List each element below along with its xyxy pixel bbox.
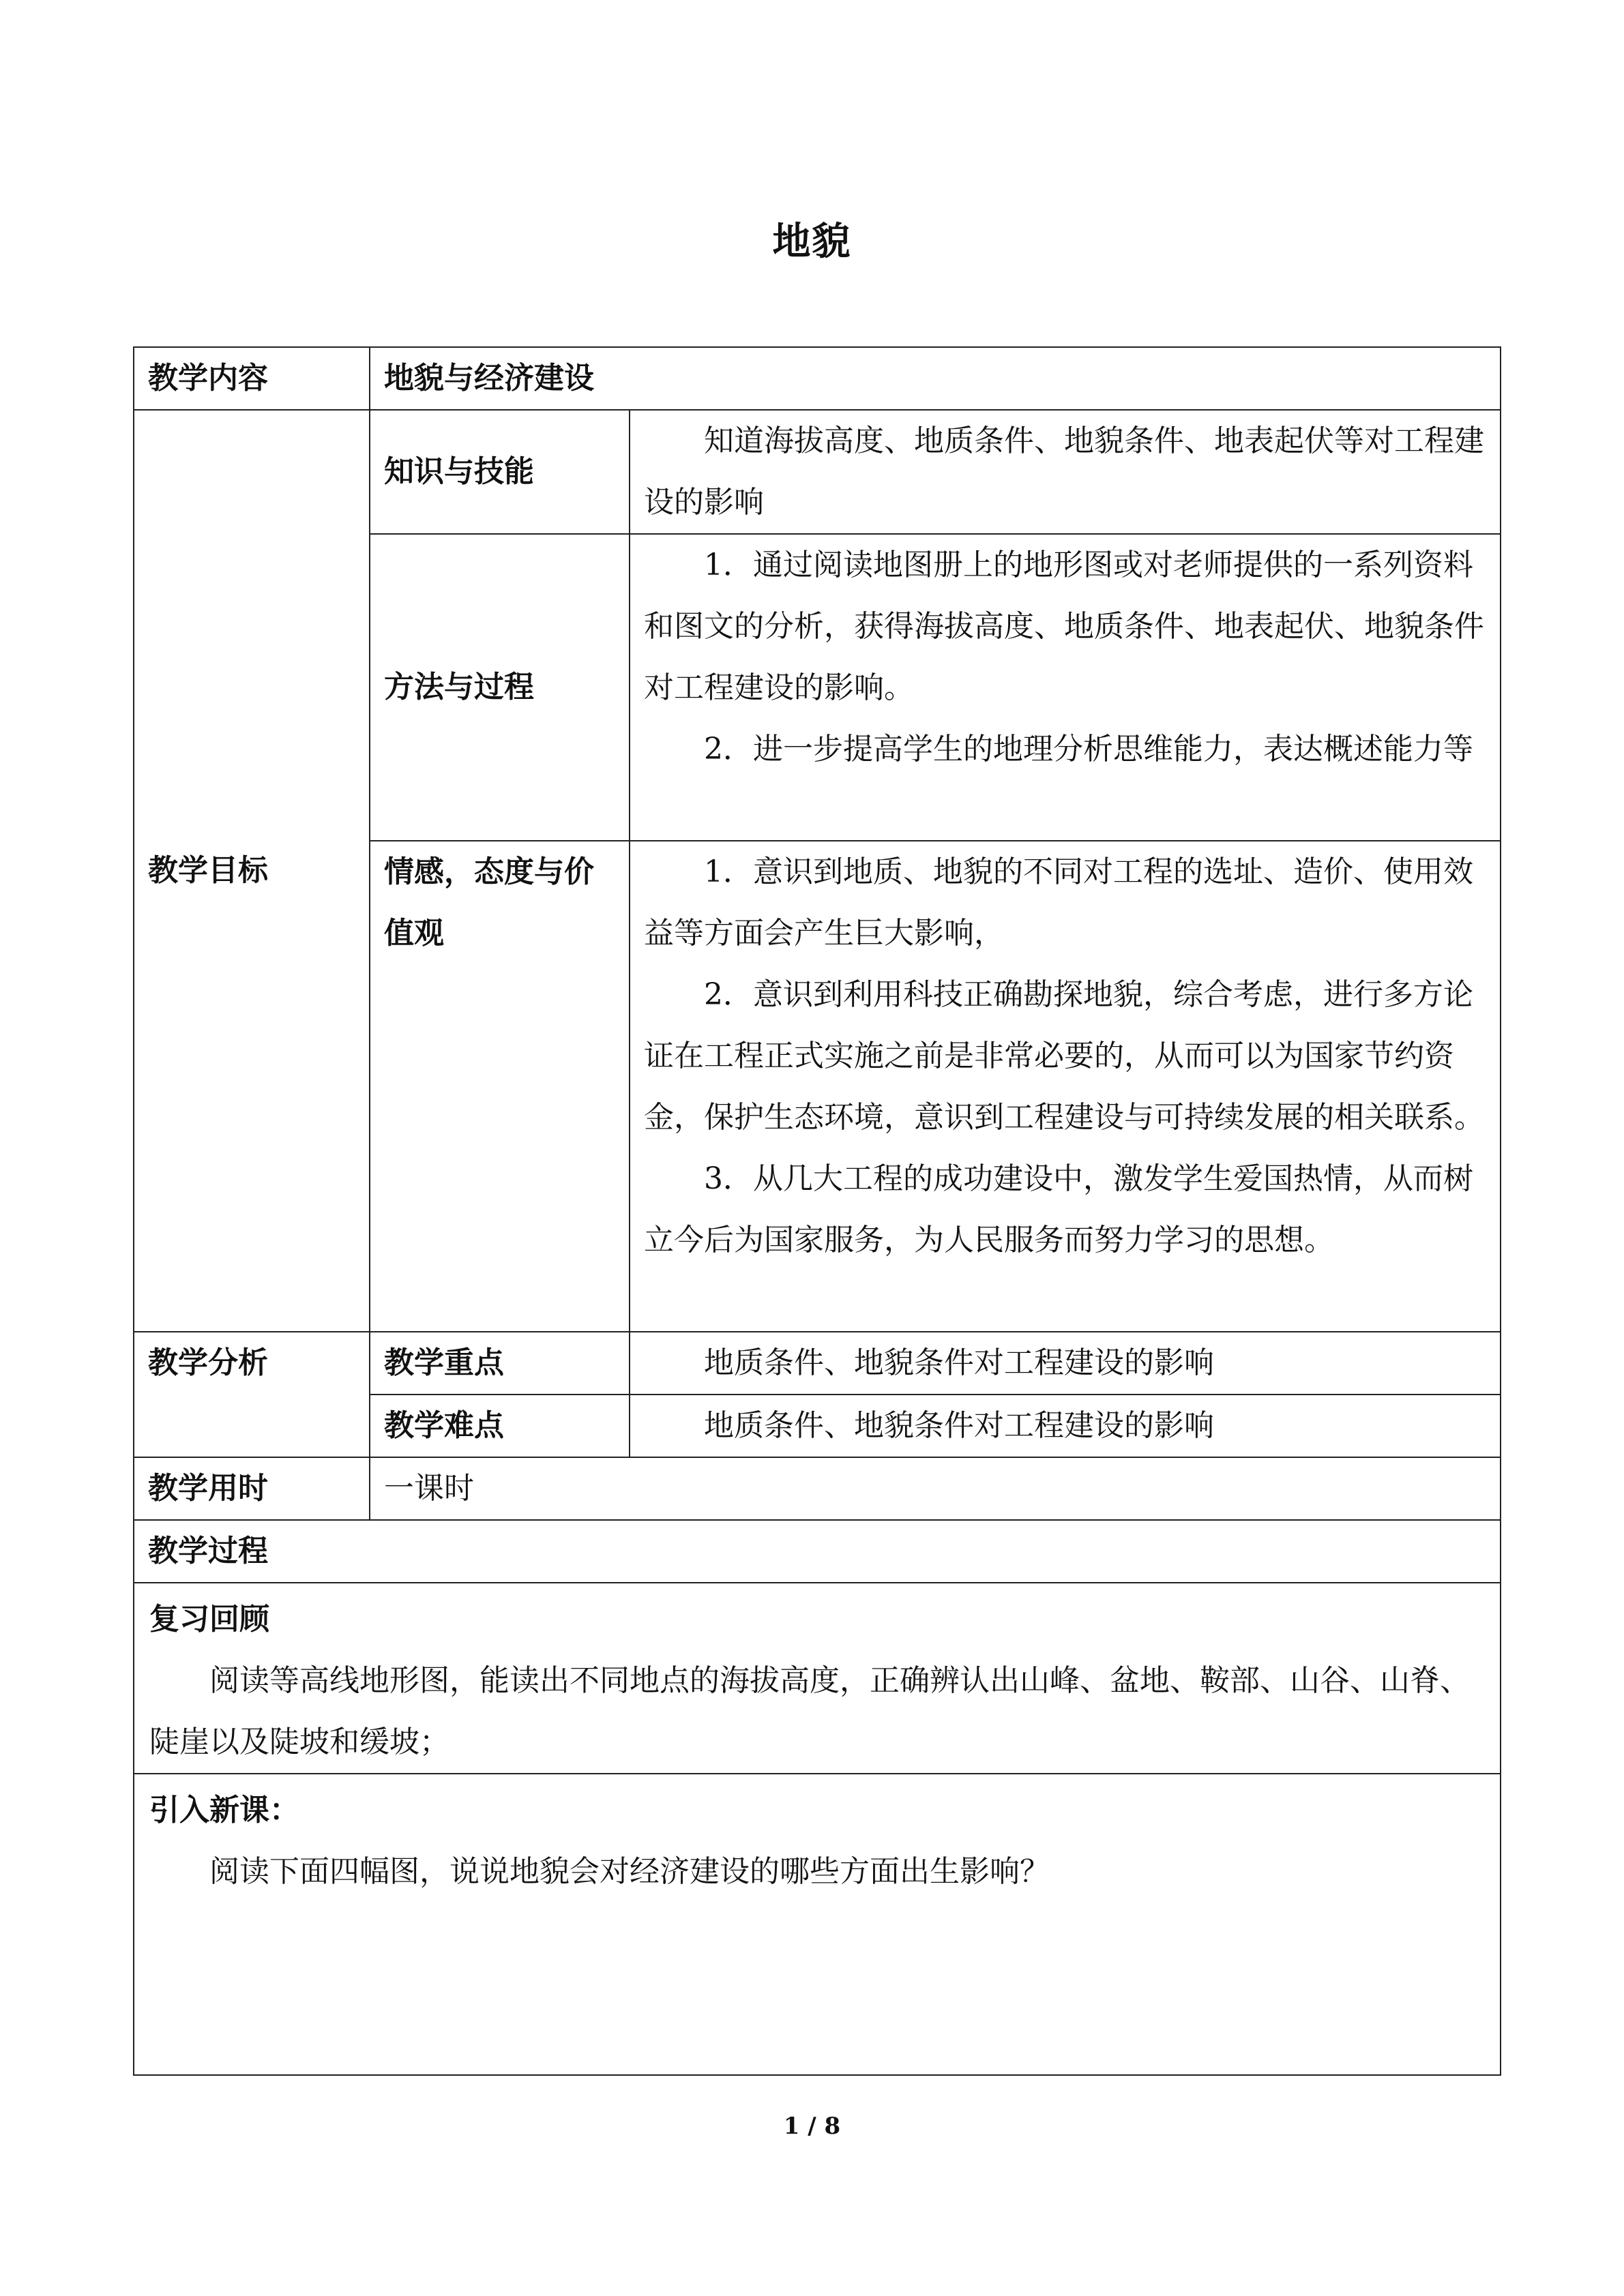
difficulty-cell (630, 1395, 1501, 1457)
key-text: 地质条件、地貌条件对工程建设的影响 (704, 1345, 1214, 1380)
intro-label: 引入新课： (149, 1793, 299, 1828)
row-review (134, 1583, 1501, 1774)
key-label: 教学重点 (370, 1332, 630, 1395)
emotion-label: 情感，态度与价值观 (370, 841, 630, 1332)
emotion-item: 3．从几大工程的成功建设中，激发学生爱国热情，从而树立今后为国家服务，为人民服务而努力学习的思想。 (644, 1161, 1473, 1257)
knowledge-label: 知识与技能 (370, 410, 630, 534)
emotion-item: 2．意识到利用科技正确勘探地貌，综合考虑，进行多方论证在工程正式实施之前是非常必要的，从而可以为国家节约资金，保护生态环境，意识到工程建设与可持续发展的相关联系。 (644, 977, 1484, 1135)
time-value: 一课时 (370, 1457, 1501, 1520)
difficulty-text: 地质条件、地貌条件对工程建设的影响 (704, 1408, 1214, 1443)
process-label: 教学过程 (134, 1520, 1501, 1583)
page-number: 1 / 8 (783, 2113, 841, 2140)
lesson-plan-table (133, 346, 1501, 2076)
time-label: 教学用时 (134, 1457, 370, 1520)
difficulty-label: 教学难点 (370, 1395, 630, 1457)
method-cell (630, 534, 1501, 841)
row-intro (134, 1774, 1501, 2075)
page-title: 地貌 (772, 220, 852, 264)
analysis-label: 教学分析 (134, 1332, 370, 1457)
row-key-point (134, 1332, 1501, 1395)
row-time (134, 1457, 1501, 1520)
row-content (134, 347, 1501, 410)
row-process (134, 1520, 1501, 1583)
method-label: 方法与过程 (370, 534, 630, 841)
content-label: 教学内容 (134, 347, 370, 410)
intro-text: 阅读下面四幅图，说说地貌会对经济建设的哪些方面出生影响？ (209, 1854, 1050, 1889)
review-label: 复习回顾 (149, 1602, 269, 1637)
method-item: 2．进一步提高学生的地理分析思维能力，表达概述能力等 (704, 732, 1473, 766)
emotion-cell (630, 841, 1501, 1332)
knowledge-cell (630, 410, 1501, 534)
key-cell (630, 1332, 1501, 1395)
method-item: 1．通过阅读地图册上的地形图或对老师提供的一系列资料和图文的分析，获得海拔高度、地质条件、地表起伏、地貌条件对工程建设的影响。 (644, 548, 1484, 705)
content-value: 地貌与经济建设 (370, 347, 1501, 410)
emotion-item: 1．意识到地质、地貌的不同对工程的选址、造价、使用效益等方面会产生巨大影响， (644, 854, 1473, 951)
row-knowledge (134, 410, 1501, 534)
knowledge-text: 知道海拔高度、地质条件、地貌条件、地表起伏等对工程建设的影响 (644, 423, 1484, 520)
intro-cell (134, 1774, 1501, 2075)
review-cell (134, 1583, 1501, 1774)
review-text: 阅读等高线地形图，能读出不同地点的海拔高度，正确辨认出山峰、盆地、鞍部、山谷、山脊、陡崖以及陡坡和缓坡； (149, 1663, 1470, 1759)
goals-label: 教学目标 (134, 410, 370, 1332)
